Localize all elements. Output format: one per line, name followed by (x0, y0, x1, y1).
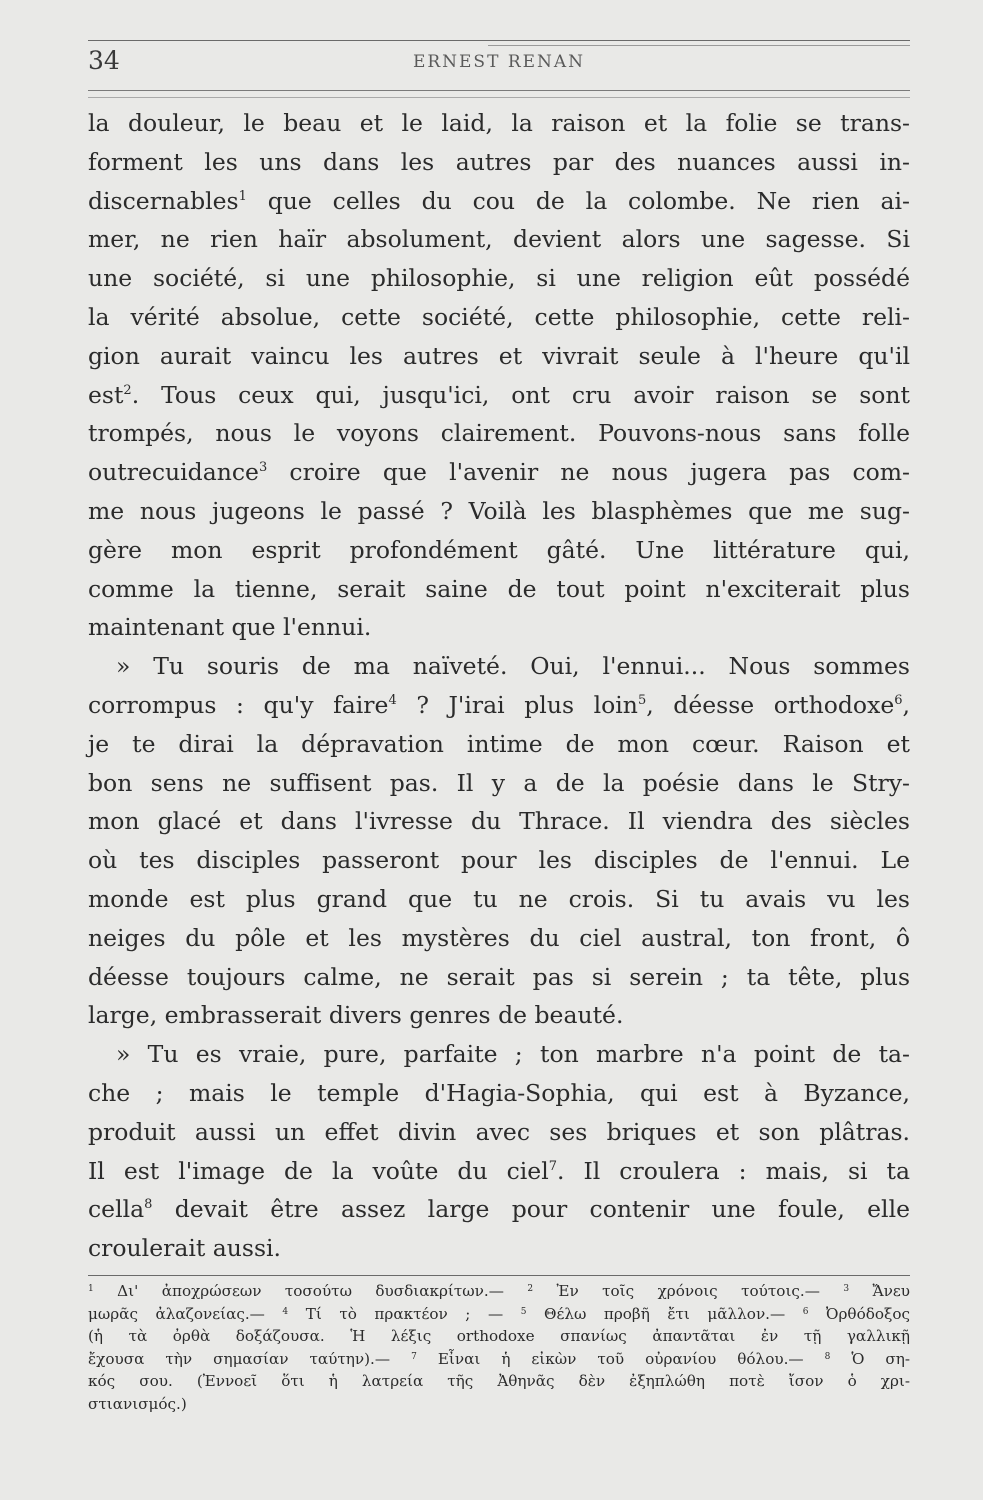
text-segment: outrecuidance (88, 458, 259, 487)
text-line (88, 996, 910, 1035)
page-header (88, 40, 910, 80)
text-segment: mer, ne rien haïr absolument, devient alors une sagesse. Si (88, 225, 910, 254)
text-line (88, 259, 910, 298)
text-segment: discernables (88, 186, 239, 215)
footnote-text: Τί τὸ πρακτέον ; — (305, 1304, 521, 1323)
text-segment: ? J'irai plus loin (396, 690, 638, 719)
footnote-marker: 6 (894, 692, 903, 708)
footnote-rule (88, 1275, 910, 1276)
footnote-text: κός σου. (Ἐννοεῖ ὅτι ἡ λατρεία τῆς Ἀθηνᾶς δὲν ἐξηπλώθη ποτὲ ἴσον ὁ χρι- (88, 1372, 910, 1391)
text-segment: maintenant que l'ennui. (88, 613, 372, 642)
text-line (88, 376, 910, 415)
text-line (88, 414, 910, 453)
text-segment: monde est plus grand que tu ne crois. Si tu avais vu les (88, 884, 910, 913)
text-line (88, 1113, 910, 1152)
footnote-number: 7 (411, 1351, 417, 1362)
footnote-marker: 1 (238, 188, 247, 204)
text-segment: gère mon esprit profondément gâté. Une littérature qui, (88, 535, 910, 564)
text-line (88, 570, 910, 609)
text-segment: , (902, 690, 910, 719)
text-line (88, 1190, 910, 1229)
text-segment: la vérité absolue, cette société, cette philosophie, cette reli- (88, 302, 910, 331)
footnote-text: Ἐν τοῖς χρόνοις τούτοις.— (556, 1282, 844, 1300)
footnote-number: 6 (802, 1306, 809, 1317)
footnote-text: μωρᾶς ἀλαζονείας.— (88, 1304, 283, 1323)
text-segment: je te dirai la dépravation intime de mon cœur. Raison et (88, 729, 910, 758)
text-segment: che ; mais le temple d'Hagia-Sophia, qui est à Byzance, (88, 1078, 910, 1107)
text-segment: » Tu souris de ma naïveté. Oui, l'ennui... Nous sommes (116, 652, 910, 681)
footnote-marker: 4 (388, 692, 397, 708)
footnote-marker: 8 (144, 1197, 153, 1213)
footnote-number: 4 (282, 1306, 289, 1317)
text-segment: la douleur, le beau et le laid, la raison et la folie se trans- (88, 109, 910, 137)
text-line (88, 1074, 910, 1113)
footnote-line (88, 1325, 910, 1348)
body-text (88, 104, 910, 1268)
footnote-text: Ὀρθόδοξος (826, 1304, 911, 1323)
footnote-marker: 3 (258, 460, 268, 476)
text-line (88, 841, 910, 880)
footnote-line (88, 1348, 910, 1371)
header-rule-secondary (488, 45, 910, 46)
footnotes (88, 1280, 910, 1416)
text-segment: cella (88, 1195, 145, 1224)
text-line (88, 1152, 910, 1191)
text-segment: gion aurait vaincu les autres et vivrait seule à l'heure qu'il (88, 341, 910, 370)
text-segment: où tes disciples passeront pour les disciples de l'ennui. Le (88, 846, 910, 875)
text-line (88, 764, 910, 803)
text-line (88, 531, 910, 570)
text-line (88, 182, 910, 221)
text-line (88, 608, 910, 647)
text-segment: forment les uns dans les autres par des nuances aussi in- (88, 147, 910, 176)
text-line (88, 143, 910, 182)
text-segment: comme la tienne, serait saine de tout point n'exciterait plus (88, 574, 910, 603)
text-segment: est (88, 380, 124, 409)
text-segment: corrompus : qu'y faire (88, 690, 389, 719)
page-number: 34 (88, 46, 120, 75)
text-segment: croire que l'avenir ne nous jugera pas com- (267, 458, 910, 487)
text-segment: trompés, nous le voyons clairement. Pouvons-nous sans folle (88, 419, 910, 448)
text-segment: déesse toujours calme, ne serait pas si serein ; ta tête, plus (88, 962, 910, 991)
text-line (88, 220, 910, 259)
footnote-marker: 5 (637, 692, 647, 708)
text-segment: une société, si une philosophie, si une religion eût possédé (88, 264, 910, 293)
running-head: ERNEST RENAN (412, 52, 586, 72)
footnote-text: στιανισμός.) (88, 1394, 187, 1413)
footnote-text: (ἡ τὰ ὀρθὰ δοξάζουσα. Ἡ λέξις orthodoxe σπανίως ἀπαντᾶται ἐν τῇ γαλλικῇ (88, 1327, 910, 1346)
text-segment: neiges du pôle et les mystères du ciel austral, ton front, ô (88, 923, 910, 952)
text-line (88, 919, 910, 958)
text-segment: , déesse orthodoxe (646, 690, 895, 719)
text-segment: que celles du cou de la colombe. Ne rien ai- (246, 186, 910, 215)
text-line (88, 880, 910, 919)
text-line (88, 104, 910, 143)
footnote-number: 5 (520, 1306, 527, 1317)
text-segment: me nous jugeons le passé ? Voilà les blasphèmes que me sug- (88, 496, 910, 525)
text-line (88, 453, 910, 492)
footnote-text: ἔχουσα τὴν σημασίαν ταύτην).— (88, 1349, 412, 1368)
text-segment: mon glacé et dans l'ivresse du Thrace. Il viendra des siècles (88, 807, 910, 836)
footnote-marker: 7 (548, 1158, 557, 1174)
footnote-number: 3 (843, 1284, 850, 1294)
text-line (88, 725, 910, 764)
footnote-text: Δι' ἀποχρώσεων τοσούτω δυσδιακρίτων.— (117, 1282, 528, 1300)
text-line (88, 958, 910, 997)
footnote-number: 2 (527, 1284, 534, 1294)
header-underline-secondary (88, 97, 910, 98)
text-segment: produit aussi un effet divin avec ses briques et son plâtras. (88, 1117, 910, 1146)
text-line (88, 337, 910, 376)
text-line (88, 647, 910, 686)
footnote-line (88, 1370, 910, 1393)
header-rule (88, 40, 910, 41)
footnote-text: Θέλω προβῆ ἔτι μᾶλλον.— (544, 1304, 803, 1323)
footnote-marker: 2 (123, 382, 132, 398)
header-underline (88, 90, 910, 91)
text-segment: devait être assez large pour contenir une foule, elle (152, 1195, 910, 1224)
footnote-line (88, 1280, 910, 1303)
text-segment: » Tu es vraie, pure, parfaite ; ton marbre n'a point de ta- (116, 1040, 910, 1069)
footnote-line (88, 1303, 910, 1326)
text-line (88, 686, 910, 725)
text-segment: bon sens ne suffisent pas. Il y a de la poésie dans le Stry- (88, 768, 910, 797)
footnote-number: 1 (88, 1284, 94, 1294)
footnote-number: 8 (824, 1351, 831, 1362)
text-segment: . Tous ceux qui, jusqu'ici, ont cru avoir raison se sont (131, 380, 910, 409)
footnote-text: Εἶναι ἡ εἰκὼν τοῦ οὐρανίου θόλου.— (437, 1349, 825, 1368)
footnote-line (88, 1393, 910, 1416)
text-segment: large, embrasserait divers genres de beauté. (88, 1001, 624, 1030)
text-line (88, 1229, 910, 1268)
footnote-text: Ὁ ση- (851, 1349, 910, 1368)
text-line (88, 1035, 910, 1074)
footnote-text: Ἄνευ (872, 1282, 911, 1300)
text-segment: Il est l'image de la voûte du ciel (88, 1156, 549, 1185)
text-line (88, 802, 910, 841)
text-line (88, 298, 910, 337)
text-segment: croulerait aussi. (88, 1234, 282, 1263)
text-line (88, 492, 910, 531)
text-segment: . Il croulera : mais, si ta (557, 1156, 910, 1185)
